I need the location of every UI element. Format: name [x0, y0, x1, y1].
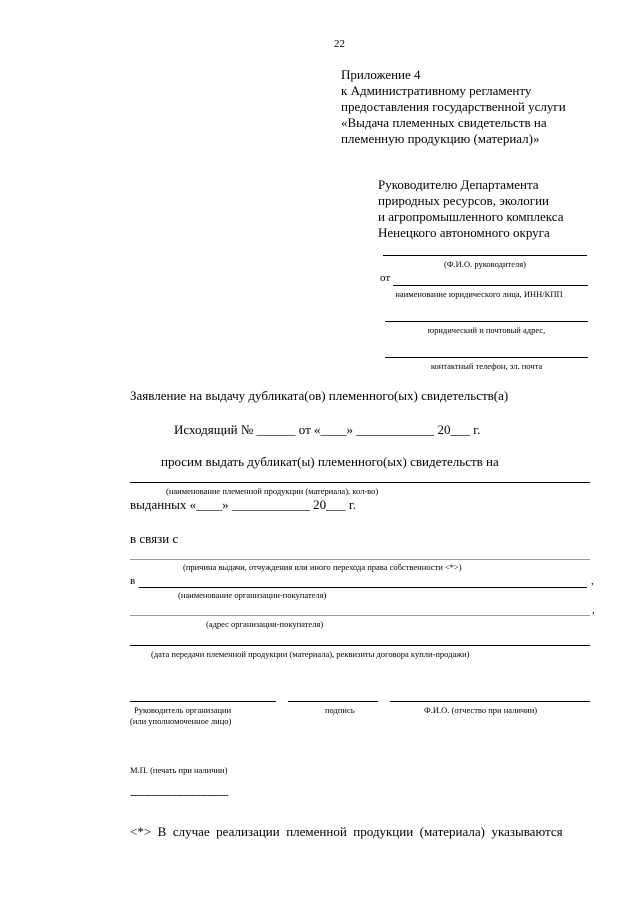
org-caption: наименование юридического лица, ИНН/КПП — [395, 289, 563, 299]
from-label: от — [380, 272, 391, 284]
buyer-address-comma: , — [592, 604, 595, 616]
buyer-address-field-line[interactable] — [130, 615, 590, 616]
sign-caption: подпись — [325, 705, 355, 715]
transfer-caption: (дата передачи племенной продукции (материала), реквизиты договора купли-продажи) — [151, 649, 470, 659]
org-field-line[interactable] — [393, 285, 588, 286]
contact-field-line[interactable] — [385, 357, 588, 358]
contact-caption: контактный телефон, эл. почта — [430, 361, 543, 371]
appendix-line: «Выдача племенных свидетельств на — [341, 115, 547, 130]
buyer-comma: , — [591, 575, 594, 587]
head-caption: Руководитель организации — [134, 705, 232, 715]
issued-date-line[interactable]: выданных «____» ____________ 20___ г. — [130, 497, 357, 512]
addressee-line: Руководителю Департамента — [378, 177, 539, 192]
request-text: просим выдать дубликат(ы) племенного(ых) свидетельств на — [161, 454, 499, 469]
in-label: в — [130, 575, 136, 587]
transfer-field-line[interactable] — [130, 645, 590, 646]
product-caption: (наименование племенной продукции (материала), кол-во) — [166, 486, 379, 496]
footnote-separator: -------------------------------- — [130, 789, 229, 801]
appendix-line: предоставления государственной услуги — [341, 99, 566, 114]
appendix-line: Приложение 4 — [341, 67, 421, 82]
in-connection-label: в связи с — [130, 531, 179, 546]
stamp-label: М.П. (печать при наличии) — [130, 765, 228, 775]
appendix-line: племенную продукцию (материал)» — [341, 131, 540, 146]
buyer-field-line[interactable] — [139, 587, 587, 588]
fio-sign-caption: Ф.И.О. (отчество при наличии) — [424, 705, 538, 715]
form-title: Заявление на выдачу дубликата(ов) племенного(ых) свидетельств(а) — [130, 388, 509, 403]
fio-caption: (Ф.И.О. руководителя) — [444, 259, 526, 269]
fio-sign-line[interactable] — [390, 701, 590, 702]
address-caption: юридический и почтовый адрес, — [427, 325, 546, 335]
buyer-caption: (наименование организации-покупателя) — [178, 590, 327, 600]
outgoing-number-line[interactable]: Исходящий № ______ от «____» ____________ 20___ г. — [174, 422, 481, 437]
address-field-line[interactable] — [385, 321, 588, 322]
footnote-text: <*> В случае реализации племенной продукции (материала) указываются — [130, 824, 563, 839]
page-number: 22 — [334, 38, 345, 50]
addressee-line: и агропромышленного комплекса — [378, 209, 564, 224]
head-caption-2: (или уполномоченное лицо) — [130, 716, 232, 726]
fio-field-line[interactable] — [383, 255, 587, 256]
head-signature-line[interactable] — [130, 701, 276, 702]
appendix-line: к Административному регламенту — [341, 83, 532, 98]
addressee-line: природных ресурсов, экологии — [378, 193, 549, 208]
reason-caption: (причина выдачи, отчуждения или иного перехода права собственности <*>) — [183, 562, 462, 572]
addressee-line: Ненецкого автономного округа — [378, 225, 550, 240]
sign-line[interactable] — [288, 701, 378, 702]
reason-field-line[interactable] — [130, 559, 590, 560]
buyer-address-caption: (адрес организации-покупателя) — [206, 619, 324, 629]
product-field-line[interactable] — [130, 482, 590, 483]
